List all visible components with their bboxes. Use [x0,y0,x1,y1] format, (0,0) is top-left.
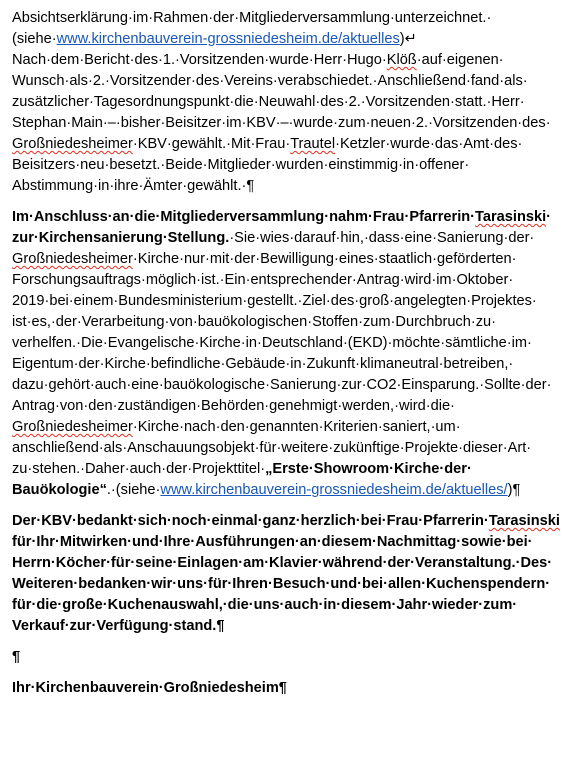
text-line: Antrag·von·den·zuständigen·Behörden·genehmigt·werden,·wird·die· [12,398,455,414]
text-line [12,29,557,50]
text-line: zusätzlicher·Tagesordnungspunkt·die·Neuwahl·des·2.·Vorsitzenden·statt.·Herr· [12,94,525,110]
text-line [12,228,557,249]
aktuelles-link[interactable]: www.kirchenbauverein-grossniedesheim.de/aktuelles/ [160,482,508,498]
paragraph-spacing [12,197,557,207]
paragraph-1 [12,8,557,197]
bold-text: zur·Kirchensanierung·Stellung. [12,230,230,246]
text: ·Ketzler·wurde·das·Amt·des· [335,136,523,152]
text-line: Forschungsauftrags·möglich·ist.·Ein·entsprechender·Antrag·wird·im·Oktober· [12,272,514,288]
text: )¶ [507,482,521,498]
paragraph-spacing [12,668,557,678]
paragraph-spacing [12,637,557,647]
text-line: Abstimmung·in·ihre·Ämter·gewählt.·¶ [12,178,255,194]
text-line: Beisitzers·neu·besetzt.·Beide·Mitglieder·wurden·einstimmig·in·offener· [12,157,470,173]
text-line: für·Ihr·Mitwirken·und·Ihre·Ausführungen·an·diesem·Nachmittag·sowie·bei· [12,534,533,550]
text-line: dazu·gehört·auch·eine·bauökologische·Sanierung·zur·CO2·Einsparung.·Sollte·der· [12,377,552,393]
text-line [12,417,557,438]
text-line: Verkauf·zur·Verfügung·stand.¶ [12,618,225,634]
empty-paragraph: ¶ [12,649,21,665]
text: Der·KBV·bedankt·sich·noch·einmal·ganz·herzlich·bei·Frau·Pfarrerin· [12,513,489,529]
bold-text: Im·Anschluss·an·die·Mitgliederversammlung·nahm·Frau·Pfarrerin· [12,209,476,225]
spellcheck-word[interactable]: Großniedesheimer [12,251,133,267]
paragraph-2 [12,207,557,501]
spellcheck-word[interactable]: Tarasinski [488,513,560,529]
spellcheck-word[interactable]: Großniedesheimer [12,136,133,152]
text-line [12,50,557,71]
text: .·(siehe· [106,482,161,498]
text: ·auf·eigenen· [416,52,504,68]
paragraph-3 [12,511,560,637]
text-line: anschließend·als·Anschauungsobjekt·für·weitere·zukünftige·Projekte·dieser·Art· [12,440,532,456]
text: (siehe· [12,31,57,47]
text-line [12,207,557,228]
spellcheck-word[interactable]: Klöß [386,52,417,68]
text-line [12,459,557,480]
text-line [12,511,560,532]
signature-line: Ihr·Kirchenbauverein·Großniedesheim¶ [12,680,287,696]
text-line [12,480,557,501]
text-line: Weiteren·bedanken·wir·uns·für·Ihren·Besuch·und·bei·allen·Kuchenspendern· [12,576,551,592]
line-break-mark: ↵ [404,31,417,47]
text-line [12,8,557,29]
text-line: Eigentum·der·Kirche·befindliche·Gebäude·in·Zukunft·klimaneutral·betreiben,· [12,356,514,372]
text: zu·stehen.·Daher·auch·der·Projekttitel· [12,461,266,477]
text-line: Herrn·Köcher·für·seine·Einlagen·am·Klavier·während·der·Veranstaltung.·Des· [12,555,553,571]
text-line: ist·es,·der·Verarbeitung·von·bauökologischen·Stoffen·zum·Durchbruch·zu· [12,314,496,330]
text: ·Kirche·nur·mit·der·Bewilligung·eines·staatlich·geförderten· [132,251,517,267]
text-line: für·die·große·Kuchenauswahl,·die·uns·auch·in·diesem·Jahr·wieder·zum· [12,597,518,613]
bold-text: · [546,209,552,225]
text: ·KBV·gewählt.·Mit·Frau· [132,136,291,152]
text: ·Kirche·nach·den·genannten·Kriterien·saniert,·um· [132,419,461,435]
spellcheck-word[interactable]: Tarasinski [475,209,547,225]
paragraph-spacing [12,501,557,511]
spellcheck-word[interactable]: Trautel [290,136,336,152]
text: ) [399,31,405,47]
text-line: Stephan·Main·–·bisher·Beisitzer·im·KBV·–·wurde·zum·neuen·2.·Vorsitzenden·des· [12,115,551,131]
text-line [12,249,557,270]
spellcheck-word[interactable]: Großniedesheimer [12,419,133,435]
aktuelles-link[interactable]: www.kirchenbauverein-grossniedesheim.de/aktuelles [56,31,400,47]
text-line [12,134,557,155]
text-line: 2019·bei·einem·Bundesministerium·gestellt.·Ziel·des·groß·angelegten·Projektes· [12,293,537,309]
text: ·Sie·wies·darauf·hin,·dass·eine·Sanierung·der· [229,230,535,246]
bold-text: „Erste·Showroom·Kirche·der· [265,461,472,477]
text-line: verhelfen.·Die·Evangelische·Kirche·in·Deutschland·(EKD)·möchte·sämtliche·im· [12,335,532,351]
document-page [12,8,560,699]
text-line: Wunsch·als·2.·Vorsitzender·des·Vereins·verabschiedet.·Anschließend·fand·als· [12,73,528,89]
text: Absichtserklärung·im·Rahmen·der·Mitgliederversammlung·unterzeichnet.· [12,10,492,26]
text: Nach·dem·Bericht·des·1.·Vorsitzenden·wurde·Herr·Hugo· [12,52,387,68]
bold-text: Bauökologie“ [12,482,107,498]
